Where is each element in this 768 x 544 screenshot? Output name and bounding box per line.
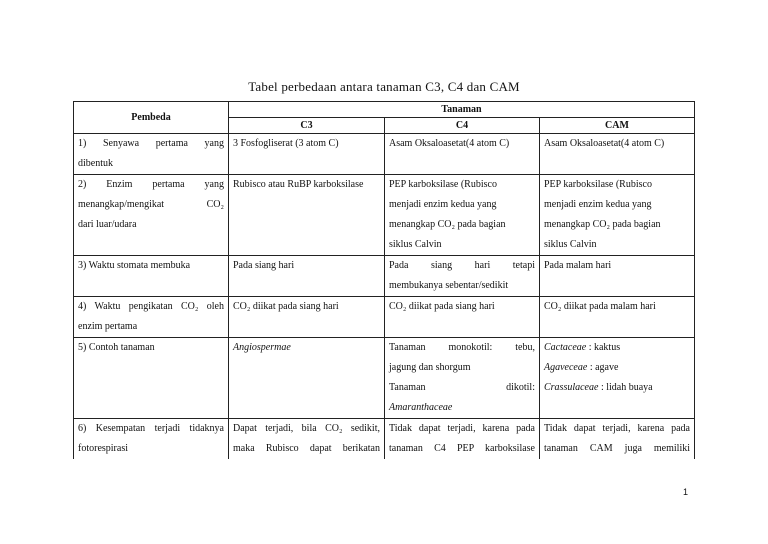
cell-line: Pada siang hari (233, 260, 295, 271)
cell-line: 2) Enzim pertama yang (78, 179, 224, 190)
cam-cell (540, 256, 695, 297)
cam-cell (540, 419, 695, 460)
cell-line: menangkap/mengikat CO₂ (78, 199, 224, 210)
example-name: Agaveceae (544, 362, 588, 373)
header-pembeda: Pembeda (74, 102, 229, 134)
cell-line: 5) Contoh tanaman (78, 342, 155, 353)
table-row (74, 419, 695, 460)
table-row (74, 338, 695, 419)
pembeda-cell (74, 297, 229, 338)
pembeda-cell (74, 175, 229, 256)
cam-example (544, 358, 690, 378)
cell-line: Rubisco atau RuBP karboksilase (233, 179, 364, 190)
cell-line: enzim pertama (78, 321, 138, 332)
cell-line: 3) Waktu stomata membuka (78, 260, 191, 271)
pembeda-cell (74, 419, 229, 460)
cam-cell (540, 297, 695, 338)
comparison-table (73, 101, 695, 459)
cell-line: PEP karboksilase (Rubisco (544, 179, 652, 190)
table-row (74, 297, 695, 338)
cam-cell (540, 338, 695, 419)
c3-cell (229, 134, 385, 175)
table-row (74, 134, 695, 175)
cell-line: 3 Fosfogliserat (3 atom C) (233, 138, 339, 149)
cell-line: menangkap CO₂ pada bagian (389, 219, 506, 230)
table-row (74, 175, 695, 256)
document-title: Tabel perbedaan antara tanaman C3, C4 dan CAM (248, 79, 520, 94)
cell-line: Pada malam hari (544, 260, 612, 271)
header-cam: CAM (540, 118, 695, 134)
cell-line: maka Rubisco dapat berikatan (233, 443, 380, 454)
cell-line: CO₂ diikat pada siang hari (389, 301, 495, 312)
c3-cell (229, 175, 385, 256)
cell-line: 6) Kesempatan terjadi tidaknya (78, 423, 224, 434)
header-c4: C4 (385, 118, 540, 134)
example-desc: : kaktus (586, 342, 621, 353)
header-c3: C3 (229, 118, 385, 134)
cell-line: Asam Oksaloasetat(4 atom C) (544, 138, 665, 149)
cell-line: Tanaman dikotil: (389, 382, 535, 393)
cell-line: siklus Calvin (544, 239, 597, 250)
c4-cell (385, 175, 540, 256)
example-desc: : lidah buaya (598, 382, 653, 393)
cell-line: Angiospermae (233, 342, 291, 353)
cell-line: Asam Oksaloasetat(4 atom C) (389, 138, 510, 149)
cell-line: 4) Waktu pengikatan CO₂ oleh (78, 301, 224, 312)
cell-line: Tidak dapat terjadi, karena pada (544, 423, 690, 434)
example-name: Cactaceae (544, 342, 587, 353)
cell-line: PEP karboksilase (Rubisco (389, 179, 497, 190)
c4-cell (385, 256, 540, 297)
cell-line: tanaman C4 PEP karboksilase (389, 443, 535, 454)
cell-line: menjadi enzim kedua yang (389, 199, 497, 210)
cam-cell (540, 175, 695, 256)
c4-cell (385, 134, 540, 175)
cell-line: siklus Calvin (389, 239, 442, 250)
cell-line: Tanaman monokotil: tebu, (389, 342, 535, 353)
cam-example (544, 338, 690, 358)
c3-cell (229, 338, 385, 419)
c4-cell (385, 419, 540, 460)
example-name: Crassulaceae (544, 382, 599, 393)
c3-cell (229, 419, 385, 460)
pembeda-cell (74, 134, 229, 175)
cell-line: Amaranthaceae (389, 402, 453, 413)
cam-cell (540, 134, 695, 175)
cell-line: tanaman CAM juga memiliki (544, 443, 690, 454)
cell-line: dibentuk (78, 158, 113, 169)
pembeda-cell (74, 256, 229, 297)
cell-line: menjadi enzim kedua yang (544, 199, 652, 210)
cam-example (544, 378, 690, 398)
cell-line: CO₂ diikat pada malam hari (544, 301, 656, 312)
table-row (74, 256, 695, 297)
page-number: 1 (683, 487, 689, 497)
cell-line: Tidak dapat terjadi, karena pada (389, 423, 535, 434)
cell-line: fotorespirasi (78, 443, 128, 454)
c3-cell (229, 256, 385, 297)
cell-line: dari luar/udara (78, 219, 137, 230)
cell-line: menangkap CO₂ pada bagian (544, 219, 661, 230)
c4-cell (385, 338, 540, 419)
example-desc: : agave (587, 362, 619, 373)
c4-cell (385, 297, 540, 338)
cell-line: Dapat terjadi, bila CO₂ sedikit, (233, 423, 380, 434)
cell-line: Pada siang hari tetapi (389, 260, 535, 271)
cell-line: CO₂ diikat pada siang hari (233, 301, 339, 312)
header-tanaman: Tanaman (229, 102, 695, 118)
cell-line: jagung dan shorgum (389, 362, 471, 373)
cell-line: 1) Senyawa pertama yang (78, 138, 224, 149)
c3-cell (229, 297, 385, 338)
cell-line: membukanya sebentar/sedikit (389, 280, 509, 291)
pembeda-cell (74, 338, 229, 419)
